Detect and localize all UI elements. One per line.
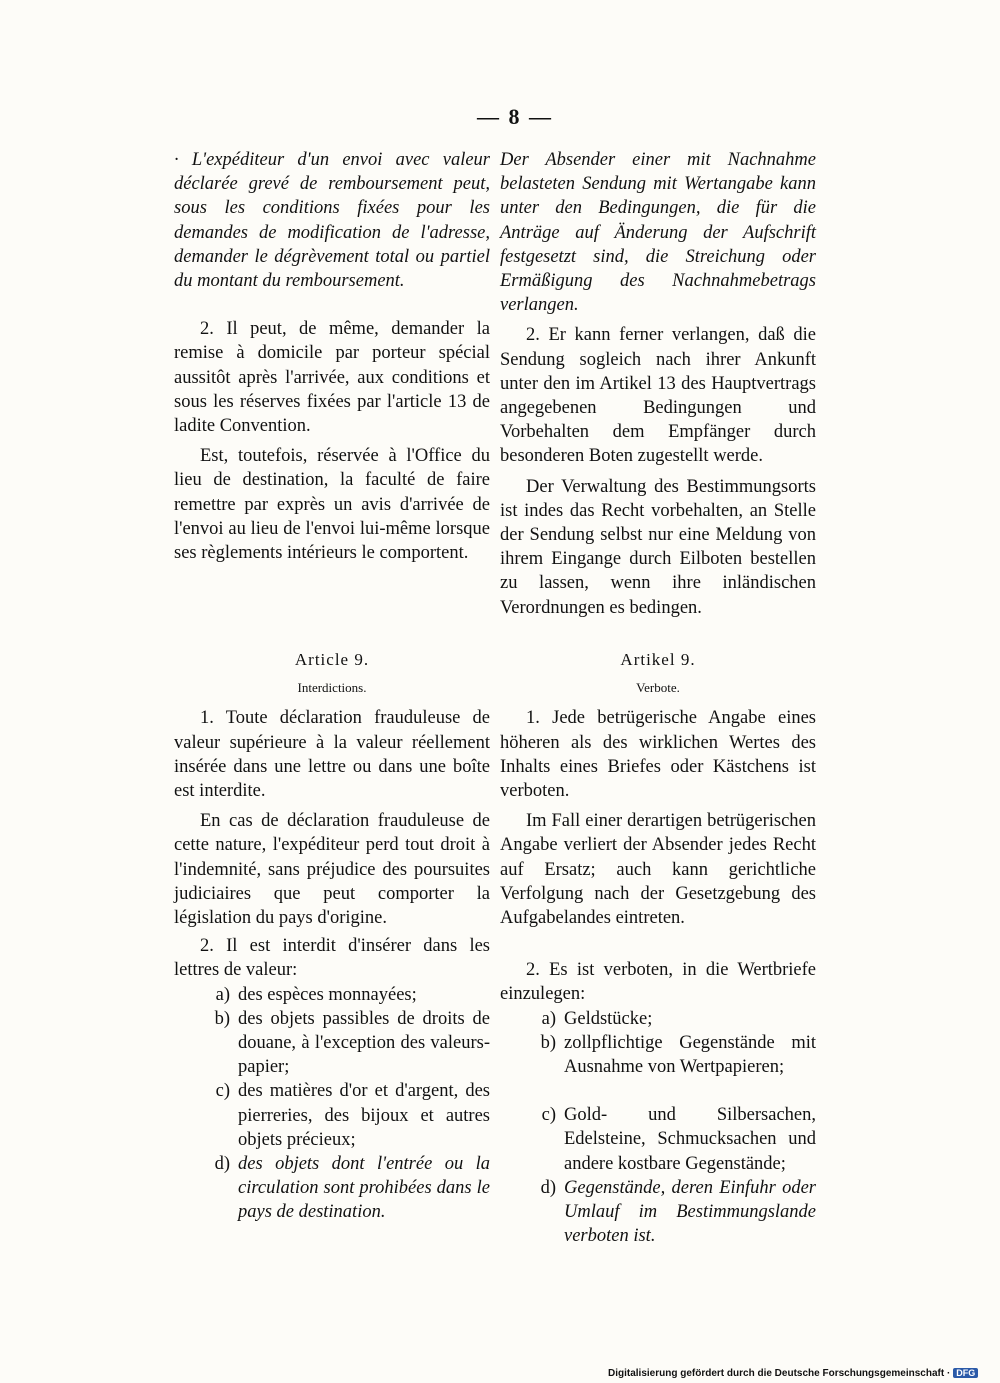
list-item-label: a) bbox=[215, 984, 230, 1005]
list-item bbox=[174, 1079, 490, 1152]
list-item bbox=[500, 1176, 816, 1249]
list-item-text: des espèces monnayées; bbox=[238, 984, 417, 1005]
french-article-subtitle: Interdictions. bbox=[297, 680, 367, 696]
list-item-label: b) bbox=[214, 1008, 230, 1029]
digitization-credit-text: Digitalisierung gefördert durch die Deutsche Forschungsgemeinschaft · bbox=[608, 1368, 951, 1379]
german-paragraph-2: 2. Er kann ferner verlangen, daß die Sendung sogleich nach ihrer Ankunft unter den im Artikel 13 des Hauptvertrags angegebenen Bedingungen und Vorbehalten dem Empfänger durch besonderen Boten zugestellt werde. bbox=[500, 325, 816, 467]
page-number: — 8 — bbox=[477, 104, 553, 129]
french-article-title: Article 9. bbox=[294, 650, 370, 669]
list-item-label: b) bbox=[540, 1032, 556, 1053]
digitization-credit bbox=[608, 1368, 978, 1379]
list-item-label: d) bbox=[214, 1154, 230, 1175]
german-article-paragraph-1: 1. Jede betrügerische Angabe eines höheren als des wirklichen Wertes des Inhalts eines Briefes oder Kästchens ist verboten. bbox=[500, 708, 816, 802]
french-article-paragraph-3: 2. Il est interdit d'insérer dans les lettres de valeur: bbox=[174, 936, 490, 981]
list-item-text: des matières d'or et d'argent, des pierreries, des bijoux et autres objets précieux; bbox=[238, 1081, 490, 1150]
list-item bbox=[500, 1103, 816, 1176]
german-article-paragraph-2: Im Fall einer derartigen betrügerischen Angabe verliert der Absender jedes Recht auf Ersatz; auch kann gerichtliche Verfolgung nach der Gesetzgebung des Aufgabelandes eintreten. bbox=[500, 811, 816, 929]
list-item bbox=[174, 983, 490, 1007]
german-article-paragraph-3: 2. Es ist verboten, in die Wertbriefe einzulegen: bbox=[500, 960, 816, 1005]
german-column-top bbox=[500, 148, 816, 620]
list-item-text: des objets passibles de droits de douane, à l'exception des valeurs-papier; bbox=[238, 1008, 490, 1078]
german-article-9 bbox=[500, 648, 816, 1248]
list-item bbox=[500, 1031, 816, 1079]
french-paragraph-2: 2. Il peut, de même, demander la remise à domicile par porteur spécial aussitôt après l'arrivée, aux conditions et sous les réserves fixées par l'article 13 de ladite Convention. bbox=[174, 319, 490, 437]
german-article-subtitle: Verbote. bbox=[636, 680, 680, 696]
list-item bbox=[174, 1007, 490, 1080]
french-intro-paragraph: · L'expéditeur d'un envoi avec valeur déclarée grevé de remboursement peut, sous les conditions fixées pour les demandes de modification de l'adresse, demander le dégrèvement total ou partiel du montant du remboursement. bbox=[174, 150, 490, 292]
french-article-9 bbox=[174, 648, 490, 1225]
list-item-text: Geldstücke; bbox=[564, 1008, 653, 1029]
french-article-paragraph-2: En cas de déclaration frauduleuse de cette nature, l'expéditeur perd tout droit à l'indemnité, sans préjudice des poursuites judiciaires que peut comporter la législation du pays d'origine. bbox=[174, 811, 490, 929]
french-column-top bbox=[174, 148, 490, 565]
french-paragraph-3: Est, toutefois, réservée à l'Office du lieu de destination, la faculté de faire remettre par exprès un avis d'arrivée de l'envoi au lieu de l'envoi lui-même lorsque ses règlements intérieurs le comportent. bbox=[174, 446, 490, 564]
list-item-text: zollpflichtige Gegenstände mit Ausnahme von Wertpapieren; bbox=[564, 1032, 816, 1078]
list-item bbox=[174, 1152, 490, 1225]
german-prohibited-items-list bbox=[500, 1007, 816, 1249]
german-intro-paragraph: Der Absender einer mit Nachnahme belasteten Sendung mit Wertangabe kann unter den Bedingungen, die für die Anträge auf Änderung der Aufschrift festgesetzt sind, die Streichung oder Ermäßigung des Nachnahmebetrags verlangen. bbox=[500, 150, 816, 316]
german-paragraph-3: Der Verwaltung des Bestimmungsorts ist indes das Recht vorbehalten, an Stelle der Sendung selbst nur eine Meldung von ihrem Eingange durch Eilboten bestellen zu lassen, wenn ihre inländischen Verordnungen es bedingen. bbox=[500, 476, 816, 618]
list-item bbox=[500, 1007, 816, 1031]
list-item-label: d) bbox=[540, 1177, 556, 1198]
list-item-label: c) bbox=[215, 1081, 230, 1102]
list-item-text: Gegenstände, deren Einfuhr oder Umlauf im Bestimmungslande verboten ist. bbox=[564, 1177, 816, 1247]
french-prohibited-items-list bbox=[174, 983, 490, 1225]
dfg-logo: DFG bbox=[953, 1368, 978, 1378]
list-item-label: a) bbox=[541, 1008, 556, 1029]
french-article-paragraph-1: 1. Toute déclaration frauduleuse de valeur supérieure à la valeur réellement insérée dans une lettre ou dans une boîte est interdite. bbox=[174, 708, 490, 802]
list-item-text: Gold- und Silbersachen, Edelsteine, Schmucksachen und andere kostbare Gegenstände; bbox=[564, 1105, 816, 1174]
list-item-text: des objets dont l'entrée ou la circulation sont prohibées dans le pays de destination. bbox=[238, 1154, 490, 1223]
german-article-title: Artikel 9. bbox=[620, 650, 696, 669]
list-item-label: c) bbox=[541, 1105, 556, 1126]
